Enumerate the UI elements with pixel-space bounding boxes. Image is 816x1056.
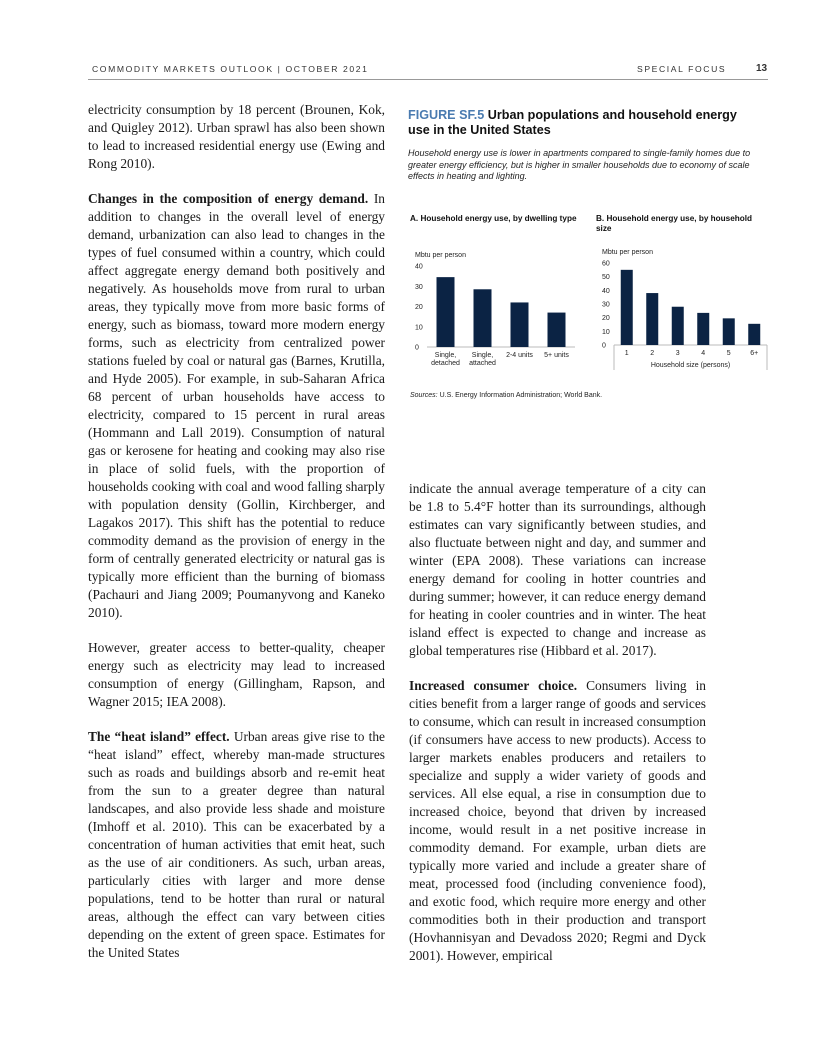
paragraph (88, 101, 385, 173)
figure (408, 108, 760, 183)
bar (474, 289, 492, 347)
paragraph-text: indicate the annual average temperature of a city can be 1.8 to 5.4°F hotter than its surroundings, although estimates can vary significantly between studies, and also fluctuate between night and day, and summer and winter (EPA 2008). These variations can increase energy demand for cooling in hotter countries and during summer; however, it can reduce energy demand for heating in cooler countries and in winter. The heat island effect is expected to change and increase as global temperatures rise (Hibbard et al. 2017). (409, 481, 706, 658)
x-tick-label: 5+ units (544, 352, 569, 359)
figure-sources (410, 392, 602, 399)
bar (548, 313, 566, 347)
y-tick-label: 40 (415, 263, 423, 271)
left-column (88, 101, 385, 979)
paragraph (88, 639, 385, 711)
paragraph (88, 190, 385, 622)
y-tick-label: 40 (602, 287, 610, 295)
x-tick-label: 2 (650, 350, 655, 357)
paragraph-lead: Increased consumer choice. (409, 678, 578, 693)
y-tick-label: 10 (602, 328, 610, 336)
paragraph-text: Consumers living in cities benefit from a larger range of goods and services to consume, which can result in increased consumption (if consumers have access to new products). Access to larger markets enables producers and retailers to specialize and supply a wider variety of goods and services. All else equal, a rise in consumption due to increased choice, beyond that driven by increased income, would result in a net positive increase in commodity demand. For example, urban diets are typically more varied and include a greater share of meat, processed food (including convenience food), and exotic food, which require more energy and other commodities both in their production and transport (Hovhannisyan and Devadoss 2020; Regmi and Dyck 2001). However, empirical (409, 678, 706, 963)
panel-b (596, 214, 766, 234)
bar (511, 302, 529, 347)
page-number: 13 (756, 63, 768, 74)
running-header: COMMODITY MARKETS OUTLOOK | OCTOBER 2021 (92, 64, 369, 74)
section-label: SPECIAL FOCUS (637, 64, 727, 74)
x-tick-label: 5 (726, 350, 731, 357)
figure-title-text: Urban populations and household energy use in the United States (408, 108, 737, 137)
bar (697, 313, 709, 345)
x-tick-label: 1 (624, 350, 629, 357)
paragraph-lead: The “heat island” effect. (88, 729, 230, 744)
paragraph (409, 480, 706, 660)
y-tick-label: 20 (602, 315, 610, 323)
panel-a (410, 214, 585, 224)
y-tick-label: 30 (415, 283, 423, 291)
paragraph-text: In addition to changes in the overall level of energy demand, urbanization can also lead to changes in the types of fuel consumed within a country, which could affect aggregate energy demand both positively and negatively. As households move from rural to urban areas, they typically move from more basic forms of energy, such as biomass, toward more modern energy forms, such as electricity from centralized power stations fueled by coal or natural gas (Barnes, Krutilla, and Hyde 2005). For example, in sub-Saharan Africa 68 percent of urban households have access to electricity, compared to 15 percent in rural areas (Hommann and Lall 2019). Consumption of natural gas or kerosene for heating and cooking may also rise in place of solid fuels, with the proportion of households cooking with coal and wood falling sharply with population density (Gollin, Kirchberger, and Lagakos 2017). This shift has the potential to reduce commodity demand as the provision of energy in the form of centrally generated electricity or natural gas is typically more efficient than the burning of biomass (Pachauri and Jiang 2009; Poumanyvong and Kaneko 2010). (88, 191, 385, 620)
sources-text: U.S. Energy Information Administration; World Bank. (437, 392, 603, 399)
chart-b (592, 245, 772, 375)
panel-a-title: A. Household energy use, by dwelling type (410, 214, 577, 223)
bar (646, 293, 658, 345)
bar (672, 307, 684, 345)
bar (621, 270, 633, 345)
figure-subtitle: Household energy use is lower in apartments compared to single-family homes due to greater energy efficiency, but is higher in smaller households due to economy of scale effects in heating and lighting. (408, 148, 751, 181)
header-rule (88, 79, 768, 80)
x-tick-label: detached (431, 360, 460, 367)
panel-b-title: B. Household energy use, by household size (596, 214, 753, 233)
y-axis-label: Mbtu per person (415, 252, 466, 259)
y-axis-label: Mbtu per person (602, 249, 653, 256)
x-axis-label: Household size (persons) (650, 362, 731, 369)
figure-number: FIGURE SF.5 (408, 108, 485, 122)
y-tick-label: 30 (602, 301, 610, 309)
sources-label: Sources: (410, 392, 438, 399)
paragraph-text: electricity consumption by 18 percent (Brounen, Kok, and Quigley 2012). Urban sprawl has also been shown to lead to increased residential energy use (Ewing and Rong 2010). (88, 102, 385, 171)
bar (748, 324, 760, 345)
y-tick-label: 0 (415, 344, 419, 352)
x-tick-label: 6+ (750, 350, 759, 357)
bar (723, 318, 735, 345)
bar (437, 277, 455, 347)
right-column (409, 480, 706, 982)
x-tick-label: Single, (471, 352, 494, 359)
x-tick-label: Single, (434, 352, 457, 359)
x-tick-label: 3 (675, 350, 680, 357)
x-tick-label: 4 (701, 350, 706, 357)
x-tick-label: 2-4 units (506, 352, 533, 359)
chart-a (405, 248, 585, 378)
y-tick-label: 60 (602, 260, 610, 268)
y-tick-label: 0 (602, 342, 606, 350)
y-tick-label: 20 (415, 304, 423, 311)
paragraph-text: However, greater access to better-quality, cheaper energy such as electricity may lead to increased consumption of energy (Gillingham, Rapson, and Wagner 2015; IEA 2008). (88, 640, 385, 709)
figure-title (408, 108, 760, 138)
paragraph-lead: Changes in the composition of energy demand. (88, 191, 369, 206)
paragraph-text: Urban areas give rise to the “heat island” effect, whereby man-made structures such as roads and buildings absorb and re-emit heat from the sun to a greater degree than natural landscapes, and also provide less shade and moisture (Imhoff et al. 2010). This can be exacerbated by a concentration of human activities that emit heat, such as the use of air conditioners. As such, urban areas, particularly cities with larger and more dense populations, tend to be hotter than rural or natural areas, although the effect can vary between cities depending on the extent of green space. Estimates for the United States (88, 729, 385, 960)
x-tick-label: attached (469, 360, 496, 367)
paragraph (88, 728, 385, 962)
y-tick-label: 10 (415, 324, 423, 332)
paragraph (409, 677, 706, 965)
y-tick-label: 50 (602, 274, 610, 282)
